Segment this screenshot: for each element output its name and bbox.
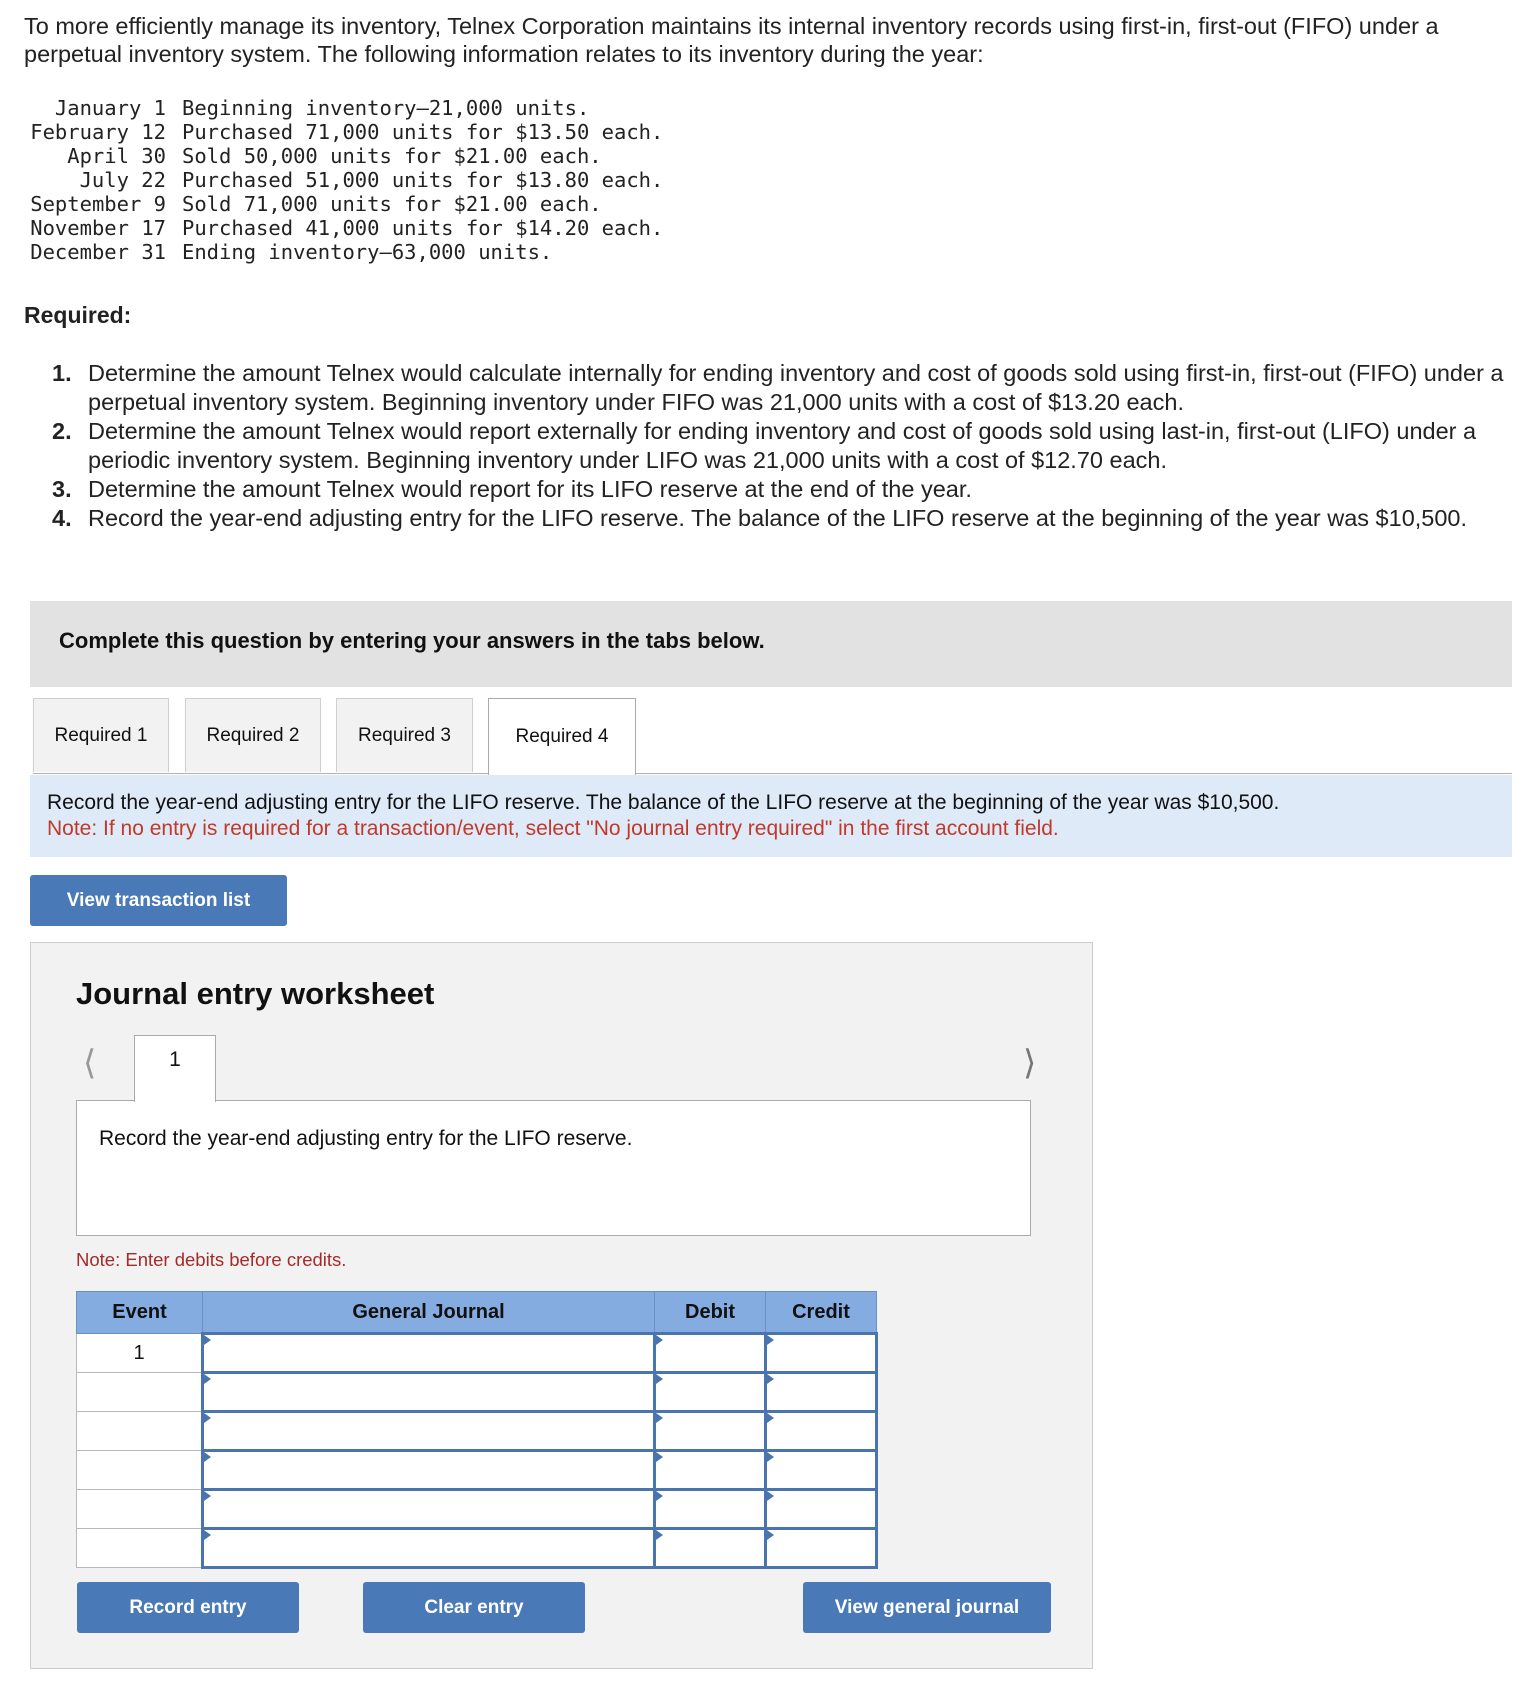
tab-instructions bbox=[30, 775, 1512, 857]
table-row bbox=[77, 1373, 877, 1412]
requirement-text: Record the year-end adjusting entry for the LIFO reserve. The balance of the LIFO reserve at the beginning of the year was $10,500. bbox=[88, 505, 1468, 531]
event-row bbox=[24, 168, 663, 192]
debits-note: Note: Enter debits before credits. bbox=[76, 1249, 347, 1270]
table-row bbox=[77, 1334, 877, 1373]
requirement-number: 4. bbox=[52, 505, 72, 531]
requirement-text: Determine the amount Telnex would report for its LIFO reserve at the end of the year. bbox=[88, 476, 972, 502]
event-row bbox=[24, 120, 663, 144]
requirement-item bbox=[52, 504, 1532, 533]
credit-input[interactable] bbox=[766, 1451, 877, 1490]
view-transaction-list-button[interactable]: View transaction list bbox=[30, 875, 287, 926]
requirement-number: 2. bbox=[52, 418, 72, 444]
event-desc: Sold 50,000 units for $21.00 each. bbox=[182, 144, 602, 168]
requirement-number: 1. bbox=[52, 360, 72, 386]
table-row bbox=[77, 1529, 877, 1568]
event-row bbox=[24, 144, 663, 168]
requirement-number: 3. bbox=[52, 476, 72, 502]
credit-input[interactable] bbox=[766, 1373, 877, 1412]
event-cell bbox=[77, 1451, 203, 1490]
table-row bbox=[77, 1412, 877, 1451]
event-desc: Purchased 71,000 units for $13.50 each. bbox=[182, 120, 664, 144]
view-general-journal-button[interactable]: View general journal bbox=[803, 1582, 1051, 1633]
account-input[interactable] bbox=[203, 1334, 655, 1373]
required-heading: Required: bbox=[24, 302, 132, 328]
event-row bbox=[24, 216, 663, 240]
debit-input[interactable] bbox=[655, 1412, 766, 1451]
event-cell bbox=[77, 1373, 203, 1412]
account-input[interactable] bbox=[203, 1373, 655, 1412]
table-row bbox=[77, 1490, 877, 1529]
event-date: September 9 bbox=[30, 192, 166, 216]
account-input[interactable] bbox=[203, 1451, 655, 1490]
chevron-right-icon[interactable]: ⟩ bbox=[1023, 1044, 1037, 1082]
record-entry-button[interactable]: Record entry bbox=[77, 1582, 299, 1633]
debit-input[interactable] bbox=[655, 1490, 766, 1529]
event-date: December 31 bbox=[30, 240, 166, 264]
debit-input[interactable] bbox=[655, 1334, 766, 1373]
event-desc: Beginning inventory—21,000 units. bbox=[182, 96, 590, 120]
account-input[interactable] bbox=[203, 1529, 655, 1568]
event-date: January 1 bbox=[54, 96, 166, 120]
worksheet-page-tab[interactable]: 1 bbox=[134, 1035, 216, 1102]
tab-divider bbox=[33, 773, 1512, 774]
account-input[interactable] bbox=[203, 1412, 655, 1451]
event-row bbox=[24, 240, 663, 264]
event-date: July 22 bbox=[79, 168, 166, 192]
tab-required-1[interactable]: Required 1 bbox=[33, 698, 169, 772]
debit-input[interactable] bbox=[655, 1373, 766, 1412]
journal-entry-worksheet bbox=[30, 942, 1093, 1669]
clear-entry-button[interactable]: Clear entry bbox=[363, 1582, 585, 1633]
tab-required-4[interactable]: Required 4 bbox=[488, 698, 636, 775]
requirement-item bbox=[52, 359, 1532, 417]
column-header-event: Event bbox=[77, 1292, 203, 1334]
inventory-events bbox=[24, 96, 663, 264]
tab-required-3[interactable]: Required 3 bbox=[336, 698, 473, 772]
entry-prompt: Record the year-end adjusting entry for the LIFO reserve. bbox=[99, 1127, 633, 1150]
worksheet-title: Journal entry worksheet bbox=[76, 976, 435, 1011]
event-desc: Purchased 51,000 units for $13.80 each. bbox=[182, 168, 664, 192]
instructions-banner bbox=[30, 601, 1512, 687]
event-desc: Purchased 41,000 units for $14.20 each. bbox=[182, 216, 664, 240]
event-date: February 12 bbox=[30, 120, 166, 144]
column-header-general-journal: General Journal bbox=[203, 1292, 655, 1334]
debit-input[interactable] bbox=[655, 1451, 766, 1490]
event-cell bbox=[77, 1412, 203, 1451]
tab-required-2[interactable]: Required 2 bbox=[185, 698, 321, 772]
event-desc: Ending inventory—63,000 units. bbox=[182, 240, 553, 264]
journal-table bbox=[76, 1291, 878, 1569]
table-row bbox=[77, 1451, 877, 1490]
account-input[interactable] bbox=[203, 1490, 655, 1529]
banner-text: Complete this question by entering your answers in the tabs below. bbox=[59, 628, 765, 653]
instruction-note: Note: If no entry is required for a transaction/event, select "No journal entry required" in the first account field. bbox=[47, 817, 1059, 840]
journal-header-row bbox=[77, 1292, 877, 1334]
entry-prompt-box bbox=[76, 1100, 1031, 1236]
event-cell bbox=[77, 1490, 203, 1529]
column-header-debit: Debit bbox=[655, 1292, 766, 1334]
event-row bbox=[24, 96, 663, 120]
debit-input[interactable] bbox=[655, 1529, 766, 1568]
column-header-credit: Credit bbox=[766, 1292, 877, 1334]
requirement-text: Determine the amount Telnex would calculate internally for ending inventory and cost of goods sold using first-in, first-out (FIFO) under a perpetual inventory system. Beginning inventory under FIFO was 21,000 units with a cost of $13.20 each. bbox=[88, 360, 1504, 415]
requirement-text: Determine the amount Telnex would report externally for ending inventory and cost of goods sold using last-in, first-out (LIFO) under a periodic inventory system. Beginning inventory under LIFO was 21,000 units with a cost of $12.70 each. bbox=[88, 418, 1477, 473]
requirement-tabs bbox=[33, 698, 1512, 774]
credit-input[interactable] bbox=[766, 1529, 877, 1568]
instruction-text: Record the year-end adjusting entry for the LIFO reserve. The balance of the LIFO reserve at the beginning of the year was $10,500. bbox=[47, 791, 1280, 814]
event-row bbox=[24, 192, 663, 216]
intro-text: To more efficiently manage its inventory, Telnex Corporation maintains its internal inventory records using first-in, first-out (FIFO) under a perpetual inventory system. The following information relates to its inventory during the year: bbox=[24, 13, 1439, 67]
credit-input[interactable] bbox=[766, 1334, 877, 1373]
event-date: April 30 bbox=[67, 144, 166, 168]
event-desc: Sold 71,000 units for $21.00 each. bbox=[182, 192, 602, 216]
event-cell bbox=[77, 1529, 203, 1568]
chevron-left-icon[interactable]: ⟨ bbox=[83, 1044, 97, 1082]
requirements-list bbox=[52, 359, 1532, 533]
event-cell: 1 bbox=[77, 1334, 203, 1373]
credit-input[interactable] bbox=[766, 1412, 877, 1451]
requirement-item bbox=[52, 417, 1532, 475]
requirement-item bbox=[52, 475, 1532, 504]
credit-input[interactable] bbox=[766, 1490, 877, 1529]
event-date: November 17 bbox=[30, 216, 166, 240]
